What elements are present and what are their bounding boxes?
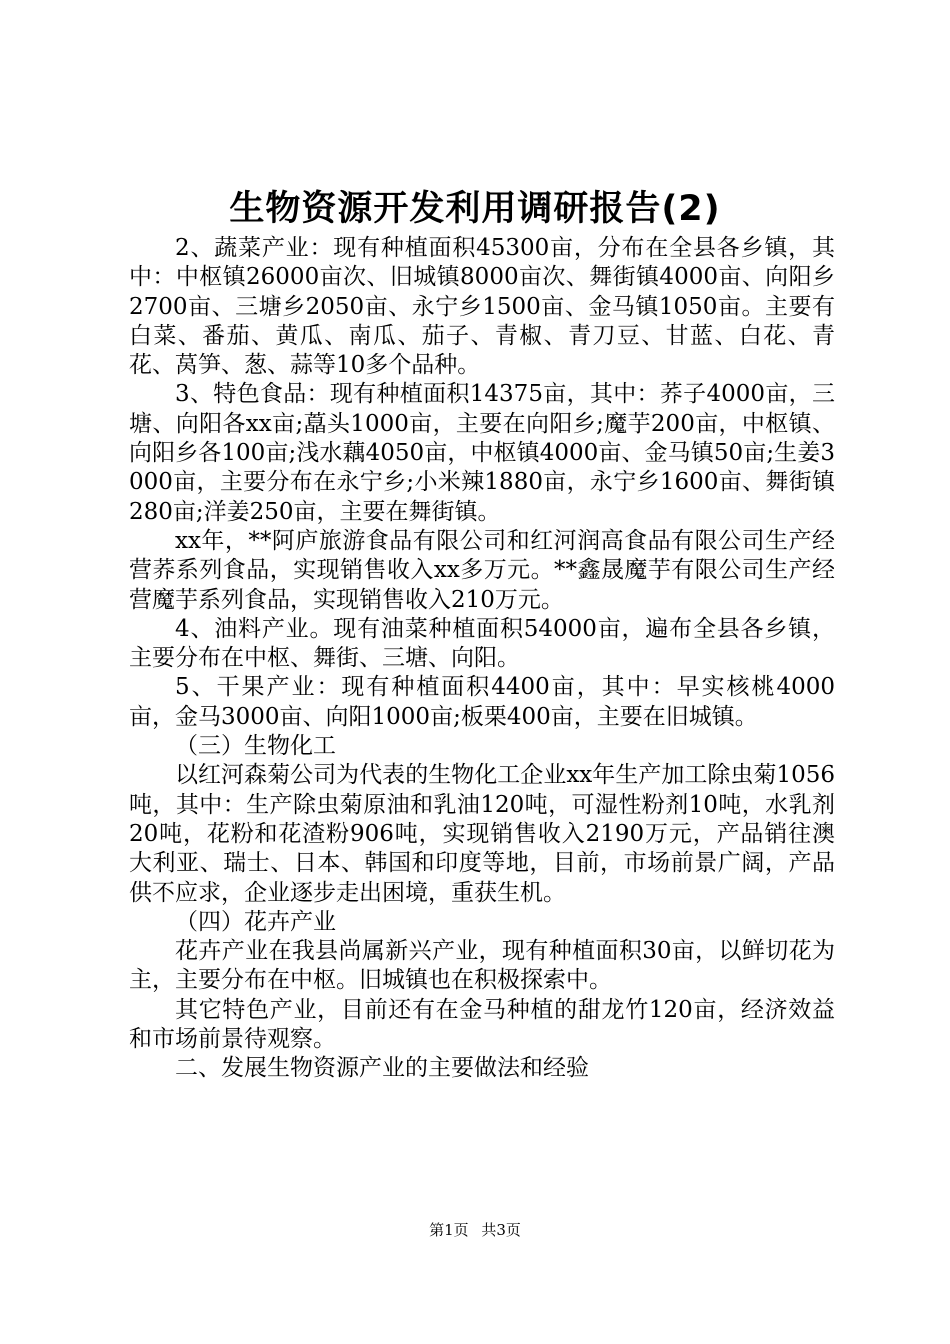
document-body xyxy=(129,234,835,1084)
paragraph-food-companies: xx年，**阿庐旅游食品有限公司和红河润高食品有限公司生产经营荞系列食品，实现销售收入xx多万元。**鑫晟魔芋有限公司生产经营魔芋系列食品，实现销售收入210万元。 xyxy=(129,527,835,613)
paragraph-other-industries: 其它特色产业，目前还有在金马种植的甜龙竹120亩，经济效益和市场前景待观察。 xyxy=(129,996,835,1053)
page-footer xyxy=(0,1220,950,1240)
section-heading-bio-chemical: （三）生物化工 xyxy=(175,733,336,760)
paragraph-bio-chemical: 以红河森菊公司为代表的生物化工企业xx年生产加工除虫菊1056吨，其中：生产除虫菊原油和乳油120吨，可湿性粉剂10吨，水乳剂20吨，花粉和花渣粉906吨，实现销售收入2190万元，产品销往澳大利亚、瑞士、日本、韩国和印度等地，目前，市场前景广阔，产品供不应求，企业逐步走出困境，重获生机。 xyxy=(129,762,835,906)
paragraph-oil-industry: 4、油料产业。现有油菜种植面积54000亩，遍布全县各乡镇，主要分布在中枢、舞街、三塘、向阳。 xyxy=(129,615,835,672)
page-number: 第1页 xyxy=(429,1221,469,1239)
paragraph-specialty-food: 3、特色食品：现有种植面积14375亩，其中：荞子4000亩，三塘、向阳各xx亩;藠头1000亩，主要在向阳乡;魔芋200亩，中枢镇、向阳乡各100亩;浅水藕4050亩，中枢镇4000亩、金马镇50亩;生姜3000亩，主要分布在永宁乡;小米辣1880亩，永宁乡1600亩、舞街镇280亩;洋姜250亩，主要在舞街镇。 xyxy=(129,381,835,525)
paragraph-vegetable-industry: 2、蔬菜产业：现有种植面积45300亩，分布在全县各乡镇，其中：中枢镇26000亩次、旧城镇8000亩次、舞街镇4000亩、向阳乡2700亩、三塘乡2050亩、永宁乡1500亩、金马镇1050亩。主要有白菜、番茄、黄瓜、南瓜、茄子、青椒、青刀豆、甘蓝、白花、青花、莴笋、葱、蒜等10多个品种。 xyxy=(129,235,835,379)
document-title: 生物资源开发利用调研报告(2) xyxy=(229,189,721,229)
paragraph-dried-fruit-industry: 5、干果产业：现有种植面积4400亩，其中：早实核桃4000亩，金马3000亩、向阳1000亩;板栗400亩，主要在旧城镇。 xyxy=(129,674,835,730)
section-heading-practices: 二、发展生物资源产业的主要做法和经验 xyxy=(175,1055,589,1082)
paragraph-flower-industry: 花卉产业在我县尚属新兴产业，现有种植面积30亩，以鲜切花为主，主要分布在中枢。旧城镇也在积极探索中。 xyxy=(129,938,835,994)
page-total: 共3页 xyxy=(481,1221,521,1239)
section-heading-flower-industry: （四）花卉产业 xyxy=(175,908,336,935)
